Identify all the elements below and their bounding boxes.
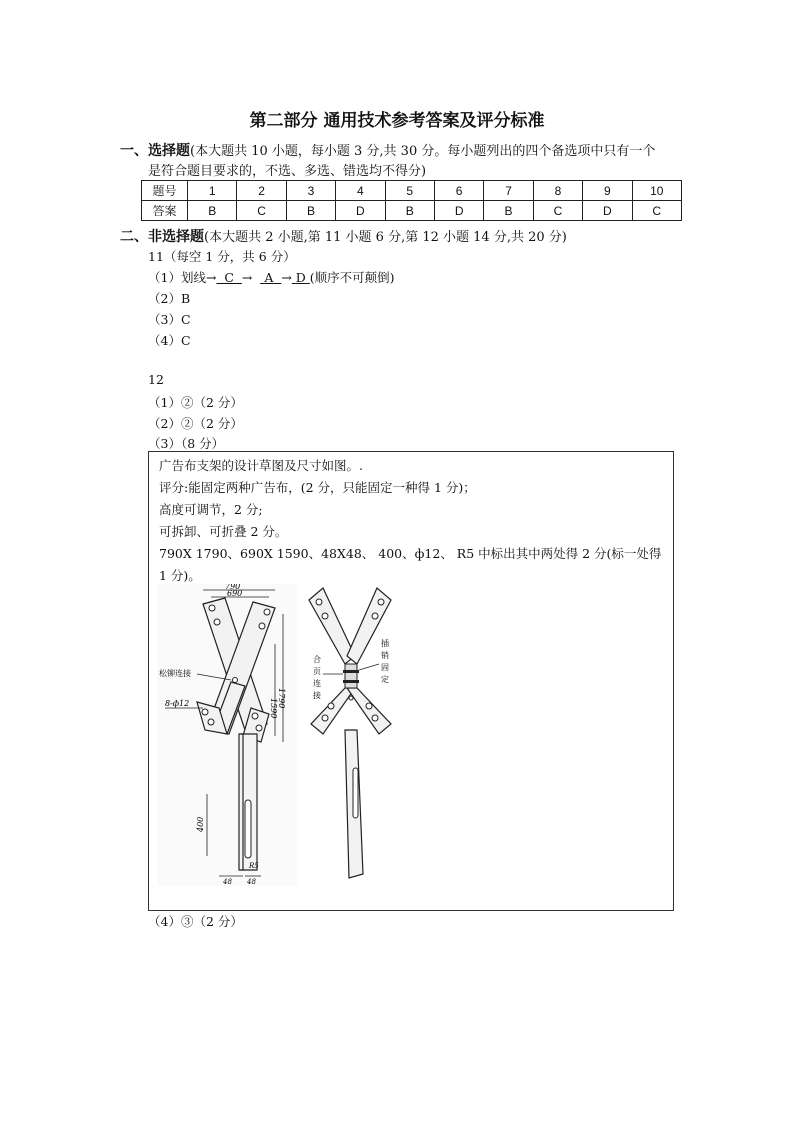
dim-400: 400 — [196, 816, 205, 832]
table-cell: 5 — [385, 181, 434, 201]
q11-answer-1: （1）划线→ C → A → D (顺序不可颠倒) — [148, 270, 395, 285]
label-pin-char-2: 销 — [381, 651, 389, 660]
box-line-6: 1 分)。 — [159, 568, 201, 583]
table-cell: 6 — [434, 181, 483, 201]
table-cell: C — [632, 201, 681, 221]
answer-table-row-numbers — [142, 181, 682, 201]
table-cell: B — [385, 201, 434, 221]
label-hinge-char-3: 连 — [313, 679, 321, 688]
table-row-label: 答案 — [142, 201, 188, 221]
dim-48-a: 48 — [223, 878, 232, 886]
section1-desc-line1: (本大题共 10 小题，每小题 3 分,共 30 分。每小题列出的四个备选项中只有一个 — [190, 144, 656, 159]
q11-answer-3: （3）C — [148, 312, 191, 327]
table-cell: 9 — [583, 181, 632, 201]
q11-a1-blank3: D — [295, 270, 306, 285]
table-cell: D — [434, 201, 483, 221]
answer-table — [141, 180, 682, 221]
dim-1790: 1790 — [277, 688, 286, 709]
q12-answer-2: （2）②（2 分） — [148, 416, 243, 431]
table-cell: 3 — [286, 181, 335, 201]
section1-line1 — [120, 140, 655, 160]
q11-a1-blank1: C — [224, 270, 234, 285]
page-title: 第二部分 通用技术参考答案及评分标准 — [249, 111, 545, 131]
section2-heading: 二、非选择题 — [120, 229, 204, 245]
table-cell: C — [533, 201, 582, 221]
design-answer-box — [148, 451, 674, 911]
box-line-2: 评分:能固定两种广告布，(2 分，只能固定一种得 1 分)； — [159, 480, 476, 495]
label-holes: 8-ф12 — [165, 699, 190, 708]
table-cell: 4 — [336, 181, 385, 201]
label-pin-char-4: 定 — [381, 675, 389, 684]
dim-r5: R5 — [249, 862, 259, 870]
table-cell: 7 — [484, 181, 533, 201]
q11-a1-suffix: (顺序不可颠倒) — [309, 270, 395, 285]
box-line-1: 广告布支架的设计草图及尺寸如图。. — [159, 458, 363, 473]
section2-desc: (本大题共 2 小题,第 11 小题 6 分,第 12 小题 14 分,共 20 分) — [204, 230, 567, 245]
stand-dimension-sketch — [157, 584, 297, 886]
answer-table-row-answers — [142, 201, 682, 221]
q11-header: 11（每空 1 分，共 6 分） — [148, 249, 296, 264]
q11-a1-blank2: A — [264, 270, 274, 285]
table-cell: C — [237, 201, 286, 221]
dim-790: 790 — [225, 584, 241, 591]
label-pin-char-1: 插 — [381, 639, 389, 648]
label-pin-char-3: 固 — [381, 663, 389, 672]
dim-1590: 1590 — [269, 698, 278, 719]
table-cell: 8 — [533, 181, 582, 201]
table-cell: B — [484, 201, 533, 221]
q12-header: 12 — [148, 372, 164, 387]
q12-answer-3: （3）（8 分） — [148, 436, 225, 451]
table-cell: 2 — [237, 181, 286, 201]
table-cell: D — [583, 201, 632, 221]
table-cell: 10 — [632, 181, 681, 201]
table-cell: 1 — [188, 181, 237, 201]
table-cell: D — [336, 201, 385, 221]
q12-answer-1: （1）②（2 分） — [148, 395, 243, 410]
box-line-4: 可拆卸、可折叠 2 分。 — [159, 524, 288, 539]
label-rivet-connection: 松铆连接 — [159, 669, 191, 678]
label-hinge-char-2: 页 — [313, 667, 321, 676]
stand-perspective-sketch — [305, 584, 397, 884]
dim-48-b: 48 — [247, 878, 256, 886]
section1-heading: 一、选择题 — [120, 143, 190, 159]
box-line-5: 790X 1790、690X 1590、48X48、 400、ф12、 R5 中标出其中两处得 2 分(标一处得 — [159, 546, 662, 561]
table-cell: B — [188, 201, 237, 221]
dim-690: 690 — [227, 589, 243, 598]
table-row-label: 题号 — [142, 181, 188, 201]
label-hinge-char-1: 合 — [313, 655, 321, 664]
q11-a1-prefix: （1）划线→ — [148, 270, 217, 285]
q11-answer-4: （4）C — [148, 333, 191, 348]
table-cell: B — [286, 201, 335, 221]
q12-answer-4: （4）③（2 分） — [148, 914, 243, 929]
label-hinge-char-4: 接 — [313, 691, 321, 700]
section2-line — [120, 226, 567, 246]
section1-desc-line2: 是符合题目要求的，不选、多选、错选均不得分) — [148, 164, 427, 179]
q11-answer-2: （2）B — [148, 291, 191, 306]
box-line-3: 高度可调节，2 分; — [159, 502, 263, 517]
